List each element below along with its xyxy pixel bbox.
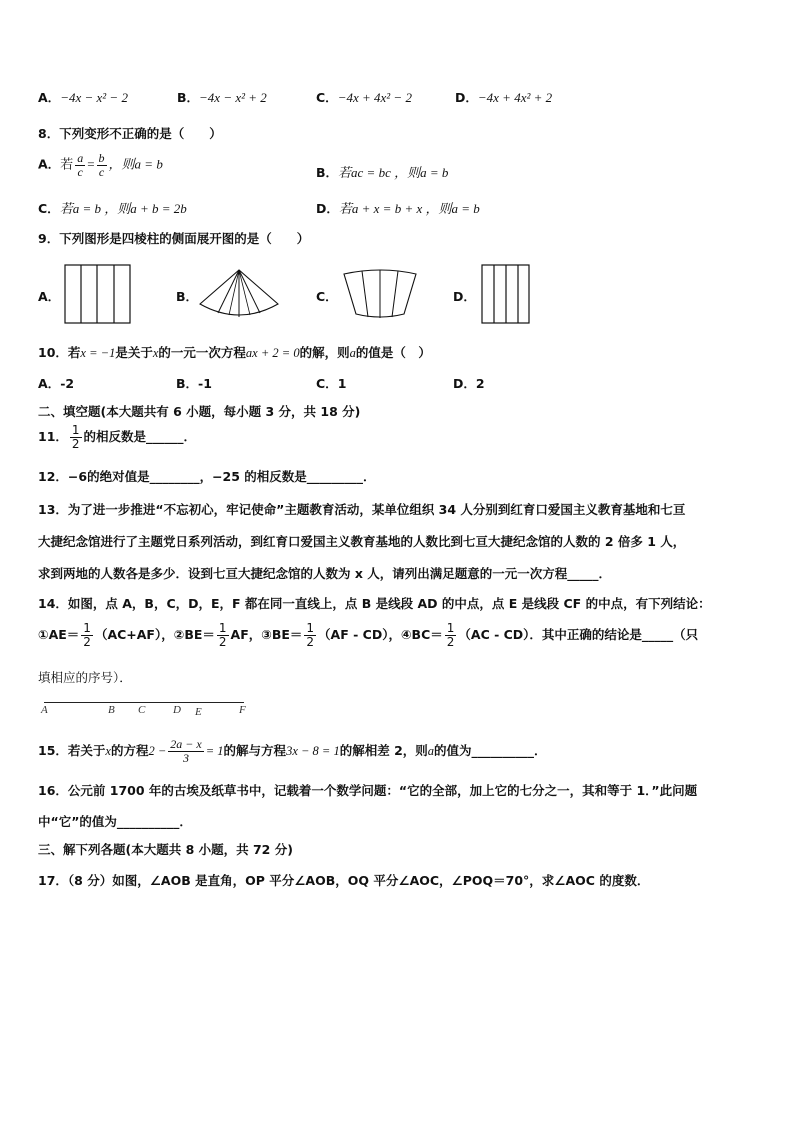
- q7-option-c: C．−4x + 4x² − 2: [316, 90, 412, 105]
- q10-option-d: D．2: [453, 376, 485, 391]
- q13-line-3: 求到两地的人数各是多少．设到七亘大捷纪念馆的人数为 x 人，请列出满足题意的一元一次方程_____．: [38, 566, 612, 581]
- q12: 12．−6的绝对值是________，−25 的相反数是_________．: [38, 469, 376, 484]
- q13-line-1: 13．为了进一步推进“不忘初心，牢记使命”主题教育活动，某单位组织 34 人分别到红育口爱国主义教育基地和七亘: [38, 502, 686, 517]
- q13-line-2: 大捷纪念馆进行了主题党日系列活动，到红育口爱国主义教育基地的人数比到七亘大捷纪念馆的人数的 2 倍多 1 人，: [38, 534, 686, 549]
- section-3-heading: 三、解下列各题(本大题共 8 小题，共 72 分): [38, 842, 293, 857]
- q9-label-b: B．: [176, 289, 199, 304]
- q15: 15．若关于x的方程2 − $\frac{2a - x}{3}$ = 1的解与方程3x − 8 = 1的解相差 2，则a的值为__________．: [38, 737, 547, 766]
- q9-label-d: D．: [453, 289, 476, 304]
- q14-segment-figure: [40, 696, 250, 720]
- q8-option-b: B．若ac = bc ，则a = b: [316, 165, 449, 180]
- fraction: $\frac{1}{2}$: [83, 621, 91, 650]
- q9-stem: 9．下列图形是四棱柱的侧面展开图的是（ ）: [38, 231, 310, 246]
- q7-option-d: D．−4x + 4x² + 2: [455, 90, 553, 105]
- q7-option-a: A．−4x − x² − 2: [38, 90, 128, 105]
- section-2-heading: 二、填空题(本大题共有 6 小题，每小题 3 分，共 18 分): [38, 404, 361, 419]
- q17: 17．（8 分）如图，∠AOB 是直角，OP 平分∠AOB，OQ 平分∠AOC，∠POQ＝70°，求∠AOC 的度数．: [38, 873, 650, 888]
- fraction: $\frac{2a - x}{3}$: [170, 737, 202, 766]
- q10-option-a: A．-2: [38, 376, 75, 391]
- point-label-b: B: [108, 704, 115, 716]
- fraction: $\frac{1}{2}$: [446, 621, 455, 650]
- q14-line-1: 14．如图，点 A，B，C，D，E，F 都在同一直线上，点 B 是线段 AD 的中点，点 E 是线段 CF 的中点，有下列结论：: [38, 596, 711, 611]
- segment-line: [44, 702, 244, 703]
- point-label-e: E: [195, 706, 202, 718]
- q10-stem: 10．若x = −1是关于x的一元一次方程ax + 2 = 0的解，则a的值是（ ）: [38, 345, 431, 360]
- fraction: $\frac{b}{c}$: [98, 151, 105, 180]
- fraction: $\frac{1}{2}$: [218, 621, 227, 650]
- q16-line-2: 中“它”的值为__________．: [38, 814, 192, 829]
- q8-option-c: C．若a = b ，则a + b = 2b: [38, 201, 187, 216]
- fraction: $\frac{a}{c}$: [77, 151, 84, 180]
- q9-figure-d-rectangle-net: [481, 264, 531, 326]
- q14-line-3: 填相应的序号）．: [38, 670, 132, 685]
- q8-option-d: D．若a + x = b + x ，则a = b: [316, 201, 480, 216]
- fraction: $\frac{1}{2}$: [71, 423, 80, 452]
- fraction: $\frac{1}{2}$: [306, 621, 315, 650]
- q16-line-1: 16．公元前 1700 年的古埃及纸草书中，记载着一个数学问题：“它的全部，加上它的七分之一，其和等于 1．”此问题: [38, 783, 698, 798]
- q9-figure-c-curved-net: [336, 268, 424, 320]
- point-label-d: D: [173, 704, 181, 716]
- q7-option-b: B．−4x − x² + 2: [177, 90, 267, 105]
- q14-conclusions: ①AE＝ $\frac{1}{2}$ （AC+AF），②BE＝ $\frac{1}{2}$ AF，③BE＝ $\frac{1}{2}$ （AF - CD），④BC＝ $\frac{1}{2}$ （AC - CD）．其中正确的结论是_____（只: [38, 621, 699, 650]
- q8-option-a: A．若 $\frac{a}{c}$ = $\frac{b}{c}$ ，则a = b: [38, 151, 163, 180]
- point-label-c: C: [138, 704, 146, 716]
- q9-label-c: C．: [316, 289, 338, 304]
- q8-stem: 8．下列变形不正确的是（ ）: [38, 126, 222, 141]
- q11: 11． $\frac{1}{2}$ 的相反数是______．: [38, 423, 197, 452]
- q9-figure-a-rectangle-net: [64, 264, 132, 326]
- q9-label-a: A．: [38, 289, 61, 304]
- q9-figure-b-fan-net: [196, 266, 282, 322]
- q10-option-b: B．-1: [176, 376, 212, 391]
- q10-option-c: C．1: [316, 376, 347, 391]
- point-label-f: F: [239, 704, 246, 716]
- point-label-a: A: [41, 704, 48, 716]
